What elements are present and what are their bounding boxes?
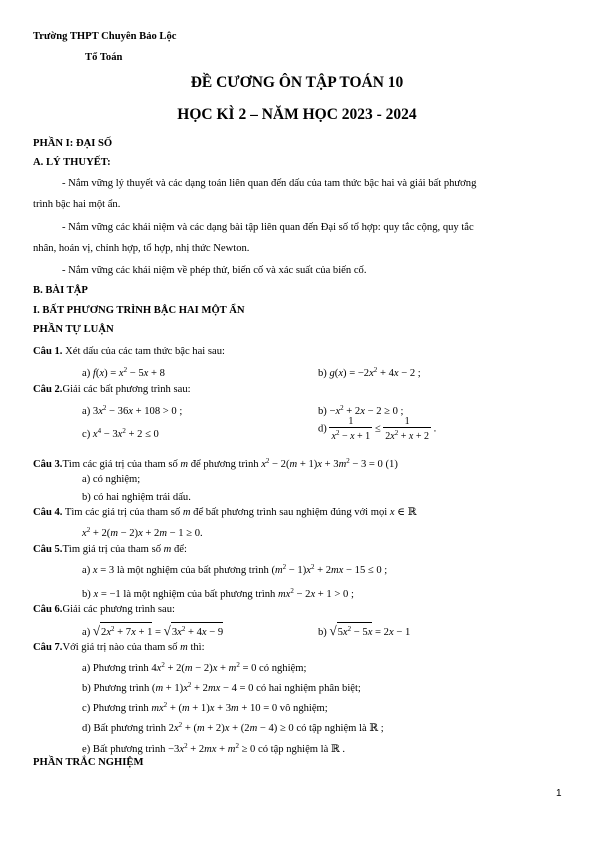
- exercises-heading: B. BÀI TẬP: [33, 285, 88, 296]
- essay-heading: PHẦN TỰ LUẬN: [33, 324, 114, 335]
- theory-line: - Nắm vững lý thuyết và các dạng toán liên quan đến dấu của tam thức bậc hai và giải bất phương: [62, 178, 477, 189]
- multiple-choice-heading: PHẦN TRẮC NGHIỆM: [33, 757, 144, 768]
- question-2c: c) $x^4 - 3x^2 + 2 \le 0$: [82, 427, 159, 440]
- question-2d: d) $\frac{1}{x^2 - x + 1}$ ≤ $\frac{1}{2x^2 + x + 2}$ .: [318, 416, 437, 442]
- theory-line: - Nắm vững các khái niệm và các dạng bài tập liên quan đến Đại số tổ hợp: quy tắc cộng, quy tắc: [62, 222, 474, 233]
- theory-line: trình bậc hai một ẩn.: [33, 199, 121, 210]
- question-2: Câu 2.Giải các bất phương trình sau:: [33, 384, 191, 395]
- question-7e: e) Bất phương trình $-3x^2 + 2mx + m^2 \ge 0$ có tập nghiệm là ℝ .: [82, 742, 346, 755]
- question-1: Câu 1. Xét dấu của các tam thức bậc hai sau:: [33, 346, 225, 357]
- question-6a: a) $√2x^2 + 7x + 1 = √3x^2 + 4x - 9$: [82, 623, 224, 638]
- question-5a: a) x = 3 là một nghiệm của bất phương trình $(m^2 - 1)x^2 + 2mx - 15 \le 0$ ;: [82, 563, 388, 576]
- question-2a: a) $3x^2 - 36x + 108 > 0$ ;: [82, 404, 183, 417]
- question-2b: $b) -x^2 + 2x - 2 \ge 0$ ;: [318, 404, 404, 417]
- question-3b: b) có hai nghiệm trái dấu.: [82, 492, 191, 503]
- question-4-inequality: $x^2 + 2(m - 2)x + 2m - 1 \ge 0$.: [82, 526, 203, 539]
- question-6b: b) $√5x^2 - 5x = 2x - 1$: [318, 623, 411, 638]
- question-7d: d) Bất phương trình $2x^2 + (m + 2)x + (2m - 4) \ge 0$ có tập nghiệm là ℝ ;: [82, 721, 384, 734]
- part1-heading: PHẦN I: ĐẠI SỐ: [33, 138, 113, 149]
- doc-title: ĐỀ CƯƠNG ÔN TẬP TOÁN 10: [190, 74, 404, 91]
- question-7: Câu 7.Với giá trị nào của tham số m thì:: [33, 642, 205, 653]
- question-6: Câu 6.Giải các phương trình sau:: [33, 604, 175, 615]
- question-4: Câu 4. Tìm các giá trị của tham số m để bất phương trình sau nghiệm đúng với mọi x ∈ ℝ: [33, 507, 417, 518]
- question-7a: a) Phương trình $4x^2 + 2(m - 2)x + m^2 = 0$ có nghiệm;: [82, 661, 307, 674]
- question-5b: b) x = −1 là một nghiệm của bất phương trình $mx^2 - 2x + 1 > 0$ ;: [82, 587, 354, 600]
- question-3: Câu 3.Tìm các giá trị của tham số m để phương trình $x^2 - 2(m + 1)x + 3m^2 - 3 = 0$ (1): [33, 457, 398, 470]
- question-7b: b) Phương trình $(m + 1)x^2 + 2mx - 4 = 0$ có hai nghiệm phân biệt;: [82, 681, 361, 694]
- page-number: 1: [556, 788, 562, 799]
- question-1b: b) $g(x) = -2x^2 + 4x - 2$ ;: [318, 366, 421, 379]
- theory-line: - Nắm vững các khái niệm về phép thử, biến cố và xác suất của biến cố.: [62, 265, 367, 276]
- question-3a: a) có nghiệm;: [82, 474, 141, 485]
- question-7c: c) Phương trình $mx^2 + (m + 1)x + 3m + 10 = 0$ vô nghiệm;: [82, 701, 328, 714]
- theory-line: nhân, hoán vị, chỉnh hợp, tổ hợp, nhị thức Newton.: [33, 243, 250, 254]
- theory-heading: A. LÝ THUYẾT:: [33, 157, 111, 168]
- question-1a: a) $f(x) = x^2 - 5x + 8$: [82, 366, 165, 379]
- department-name: Tổ Toán: [85, 52, 123, 63]
- section-heading: I. BẤT PHƯƠNG TRÌNH BẬC HAI MỘT ẨN: [33, 305, 245, 316]
- school-name: Trường THPT Chuyên Bảo Lộc: [33, 31, 177, 42]
- question-5: Câu 5.Tìm giá trị của tham số m để:: [33, 544, 187, 555]
- doc-subtitle: HỌC KÌ 2 – NĂM HỌC 2023 - 2024: [177, 106, 417, 123]
